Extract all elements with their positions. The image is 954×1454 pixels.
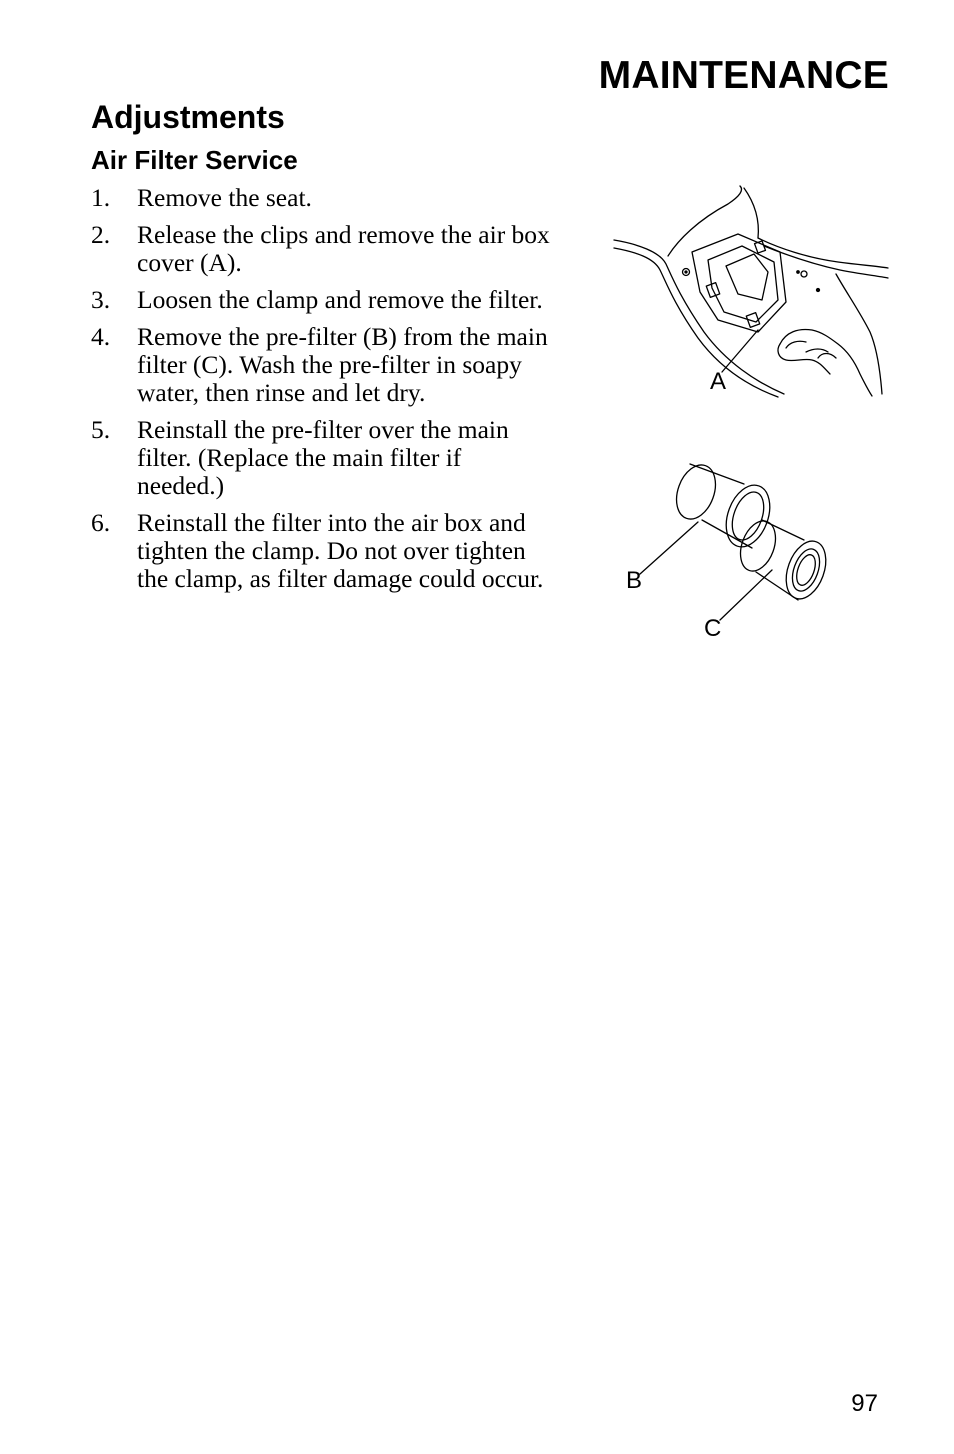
step-number: 2. xyxy=(91,220,111,249)
step-item xyxy=(91,221,551,277)
step-item xyxy=(91,323,551,407)
airbox-illustration xyxy=(608,182,894,402)
step-number: 4. xyxy=(91,322,111,351)
step-text: Remove the seat. xyxy=(137,183,312,212)
step-number: 1. xyxy=(91,183,111,212)
callout-label-a: A xyxy=(710,368,727,395)
subsection-title: Air Filter Service xyxy=(91,145,298,175)
step-item xyxy=(91,416,551,500)
callout-label-b: B xyxy=(626,567,643,594)
section-title: Adjustments xyxy=(91,99,285,135)
step-item xyxy=(91,184,551,212)
step-number: 3. xyxy=(91,285,111,314)
step-text: Reinstall the filter into the air box and tighten the clamp. Do not over tighten the clamp, as filter damage could occur. xyxy=(137,508,544,593)
step-text: Loosen the clamp and remove the filter. xyxy=(137,285,543,314)
step-text: Reinstall the pre-filter over the main filter. (Replace the main filter if needed.) xyxy=(137,415,509,500)
step-item xyxy=(91,286,551,314)
filter-illustration xyxy=(620,456,840,646)
page-number: 97 xyxy=(851,1390,878,1417)
step-text: Remove the pre-filter (B) from the main filter (C). Wash the pre-filter in soapy water, then rinse and let dry. xyxy=(137,322,548,407)
step-number: 5. xyxy=(91,415,111,444)
page-header-title: MAINTENANCE xyxy=(598,54,889,97)
step-item xyxy=(91,509,551,593)
instruction-steps xyxy=(91,184,551,602)
step-text: Release the clips and remove the air box cover (A). xyxy=(137,220,550,277)
callout-label-c: C xyxy=(704,615,722,642)
step-number: 6. xyxy=(91,508,111,537)
